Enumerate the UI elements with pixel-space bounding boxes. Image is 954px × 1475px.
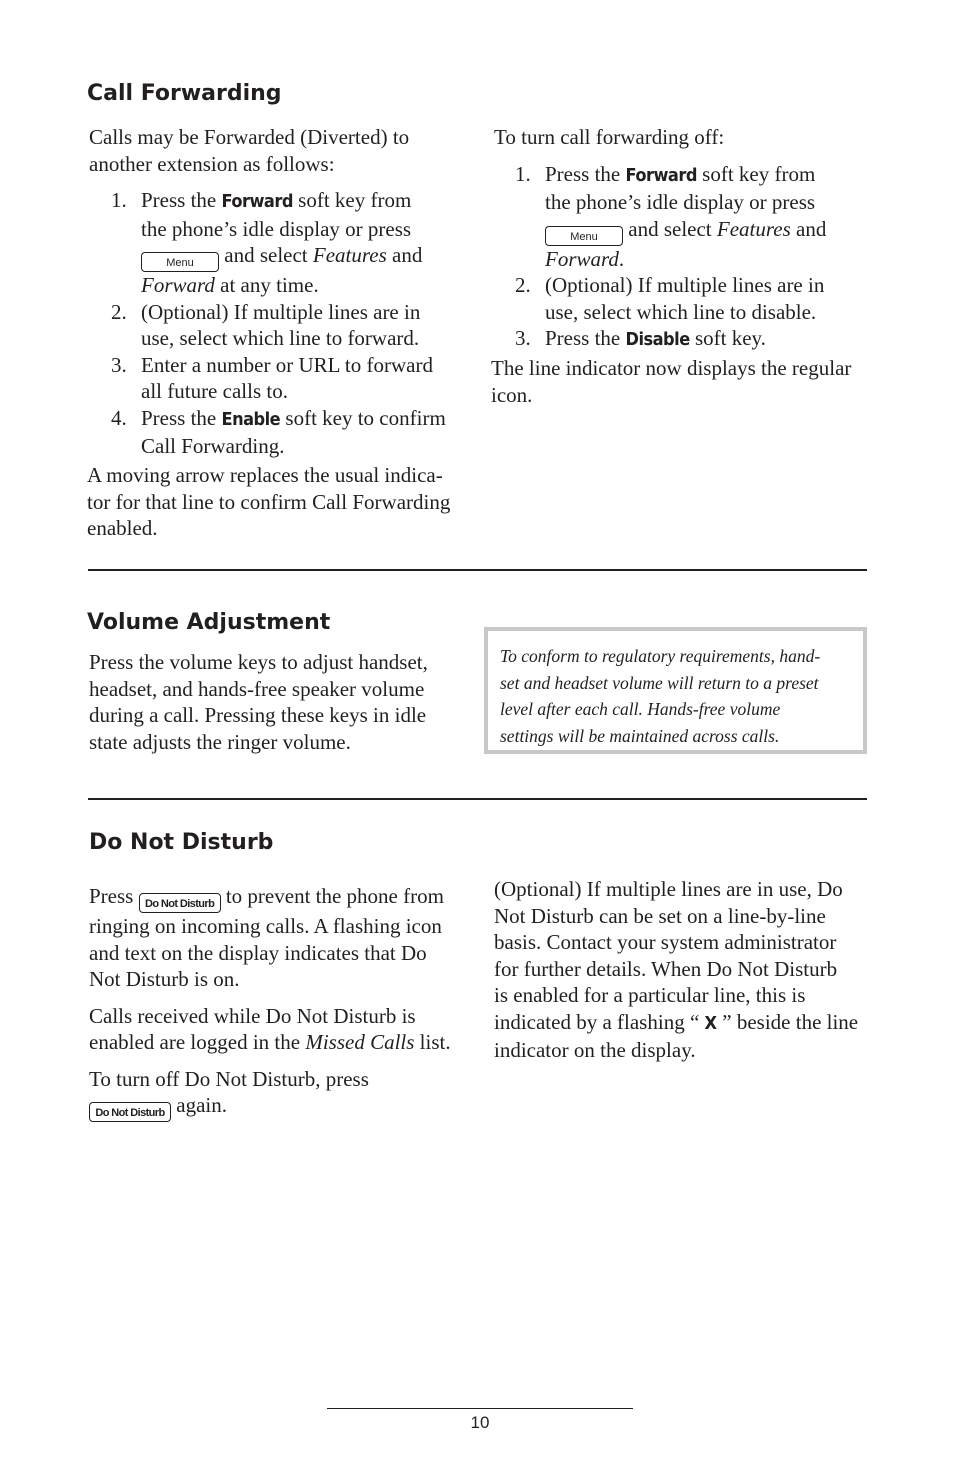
step-text: Press the [141,188,222,212]
note-line: settings will be maintained across calls. [500,725,780,746]
page-number: 10 [470,1413,490,1432]
call-forwarding-intro [89,124,464,177]
note-line: set and headset volume will return to a preset [500,672,819,693]
dnd-text: Calls received while Do Not Disturb is [89,1003,416,1028]
call-forwarding-outro [87,462,467,542]
step-text: and [790,216,827,241]
step-text: Features [716,216,791,241]
section-divider [88,569,867,571]
step-text: use, select which line to disable. [545,299,817,324]
forwarding-off-outro [491,355,876,408]
disable-softkey-label: Disable [625,329,690,350]
step-number: 1. [515,161,531,186]
dnd-text: Press [89,884,139,908]
step-text: at any time. [214,273,319,297]
section-divider [88,798,867,800]
step-text: Press the [141,405,222,430]
volume-line: state adjusts the ringer volume. [89,729,351,754]
note-line: To conform to regulatory requirements, hand- [500,646,821,666]
forward-softkey-label: Forward [221,191,293,212]
outro-line: enabled. [87,516,158,540]
call-forwarding-heading: Call Forwarding [87,81,282,106]
volume-adjustment-heading: Volume Adjustment [87,610,331,635]
dnd-right-column [494,876,879,1064]
step-text: soft key. [689,326,766,350]
do-not-disturb-heading: Do Not Disturb [89,830,274,855]
step-item [515,272,874,325]
dnd-text: ” beside the line [717,1009,859,1034]
dnd-text: To turn off Do Not Disturb, press [89,1066,369,1091]
step-text: the phone’s idle display or press [141,216,412,241]
dnd-paragraph [89,1066,474,1123]
enable-softkey-label: Enable [221,408,281,430]
dnd-text: indicator on the display. [494,1038,696,1062]
outro-line: icon. [491,382,533,407]
step-text: (Optional) If multiple lines are in [545,273,825,297]
dnd-text: ringing on incoming calls. A flashing icon [89,914,442,938]
step-item [111,352,464,405]
do-not-disturb-key-icon: Do Not Disturb [89,1102,171,1122]
dnd-x-icon: X [704,1012,718,1034]
volume-description [89,649,469,755]
step-text: (Optional) If multiple lines are in [141,299,421,324]
call-forwarding-left-column [89,124,464,460]
dnd-text: indicated by a flashing “ [494,1009,705,1034]
dnd-paragraph [89,1003,474,1056]
menu-key-icon: Menu [545,226,623,246]
step-text: and [386,243,423,267]
outro-line: tor for that line to confirm Call Forwarding [87,489,451,514]
step-item [111,405,464,460]
dnd-text: (Optional) If multiple lines are in use, Do [494,877,843,901]
regulatory-note-box [484,627,867,754]
dnd-text: Not Disturb can be set on a line-by-line [494,903,826,928]
step-text: use, select which line to forward. [141,326,420,350]
do-not-disturb-key-icon: Do Not Disturb [139,893,221,913]
step-text: Press the [545,161,626,186]
dnd-text: to prevent the phone from [220,884,444,908]
dnd-text: list. [414,1030,451,1054]
intro-line: Calls may be Forwarded (Diverted) to [89,125,410,149]
dnd-text: Missed Calls [305,1030,415,1054]
step-text: and select [219,243,313,267]
dnd-text: again. [171,1093,227,1117]
dnd-text: Not Disturb is on. [89,967,240,991]
dnd-text: enabled are logged in the [89,1030,306,1054]
dnd-text: and text on the display indicates that Do [89,940,427,965]
step-text: all future calls to. [141,379,288,403]
forwarding-off-intro: To turn call forwarding off: [494,125,725,149]
step-number: 2. [111,299,127,324]
dnd-left-column [89,883,474,1122]
outro-line: The line indicator now displays the regular [491,356,852,380]
step-text: Features [312,243,387,267]
step-text: Enter a number or URL to forward [141,352,433,377]
step-text: the phone’s idle display or press [545,190,816,214]
dnd-text: basis. Contact your system administrator [494,930,837,954]
outro-line: A moving arrow replaces the usual indica- [87,463,443,487]
volume-line: headset, and hands-free speaker volume [89,676,425,701]
menu-key-icon: Menu [141,252,219,272]
dnd-text: is enabled for a particular line, this is [494,983,806,1007]
dnd-paragraph [89,883,474,993]
volume-line: during a call. Pressing these keys in idle [89,703,427,727]
call-forwarding-steps [111,187,464,460]
footer-divider [327,1408,633,1409]
step-number: 3. [515,326,531,350]
step-text: soft key to confirm [280,405,446,430]
step-text: and select [623,216,717,241]
forward-softkey-label: Forward [625,164,697,186]
step-number: 4. [111,405,127,430]
step-text: Forward [141,273,215,297]
step-text: soft key from [292,188,412,212]
dnd-text: for further details. When Do Not Disturb [494,956,838,981]
step-item [111,187,464,299]
step-item [515,325,874,354]
step-item [515,161,874,273]
step-text: Call Forwarding. [141,434,285,458]
step-number: 2. [515,273,531,297]
step-text: Press the [545,326,626,350]
step-item [111,299,464,352]
intro-line: another extension as follows: [89,151,335,176]
step-number: 3. [111,352,127,377]
note-line: level after each call. Hands-free volume [500,699,781,719]
call-forwarding-off-column [494,124,874,354]
step-text: soft key from [696,161,816,186]
forwarding-off-steps [515,161,874,354]
step-number: 1. [111,188,127,212]
volume-line: Press the volume keys to adjust handset, [89,650,428,674]
step-text: Forward [545,246,619,271]
step-text: . [618,246,625,271]
